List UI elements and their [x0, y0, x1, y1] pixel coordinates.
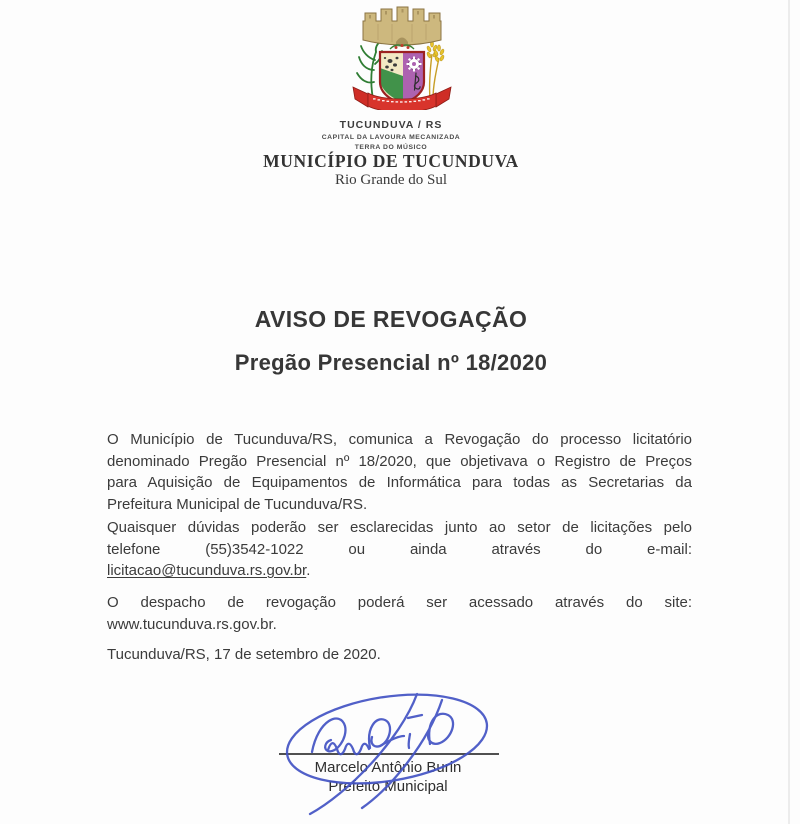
scan-edge-line	[788, 0, 790, 824]
shield-icon	[380, 52, 424, 104]
paragraph-2	[107, 517, 692, 582]
paragraph-3	[107, 592, 692, 635]
header-tagline-2: TERRA DO MÚSICO	[354, 144, 428, 151]
signatory-role: Prefeito Municipal	[328, 778, 448, 795]
paragraph-1-line: O Município de Tucunduva/RS, comunica a Revogação do processo licitatório	[107, 431, 692, 448]
paragraph-1-line: denominado Pregão Presencial nº 18/2020, que objetivava o Registro de Preços	[107, 452, 692, 470]
paragraph-2-line: telefone (55)3542-1022 ou ainda através do e-mail:	[107, 540, 692, 558]
coat-of-arms-icon	[340, 2, 464, 110]
paragraph-2-line: Quaisquer dúvidas poderão ser esclarecidas junto ao setor de licitações pelo	[107, 519, 692, 536]
header-municipality: MUNICÍPIO DE TUCUNDUVA	[263, 151, 519, 171]
mural-crown-icon	[363, 7, 441, 47]
header-city: TUCUNDUVA / RS	[339, 119, 443, 131]
email-link[interactable]: licitacao@tucunduva.rs.gov.br	[107, 562, 307, 579]
header-state: Rio Grande do Sul	[334, 172, 448, 188]
date-line: Tucunduva/RS, 17 de setembro de 2020.	[107, 646, 381, 663]
notice-title: AVISO DE REVOGAÇÃO	[254, 306, 528, 332]
gear-icon	[407, 57, 422, 72]
paragraph-3-line: www.tucunduva.rs.gov.br.	[107, 615, 277, 633]
paragraph-3-line: O despacho de revogação poderá ser acessado através do site:	[107, 594, 692, 611]
paragraph-2-line	[107, 560, 692, 582]
signature-rule	[279, 753, 499, 755]
header-tagline-1: CAPITAL DA LAVOURA MECANIZADA	[321, 134, 461, 141]
paragraph-1	[107, 429, 692, 515]
email-suffix: .	[306, 562, 311, 579]
wheat-icon	[426, 41, 445, 99]
notice-subtitle: Pregão Presencial nº 18/2020	[234, 350, 548, 375]
paragraph-1-line: Prefeitura Municipal de Tucunduva/RS.	[107, 495, 368, 513]
signatory-name: Marcelo Antônio Burin	[314, 759, 462, 776]
paragraph-1-line: para Aquisição de Equipamentos de Informática para todas as Secretarias da	[107, 474, 692, 491]
